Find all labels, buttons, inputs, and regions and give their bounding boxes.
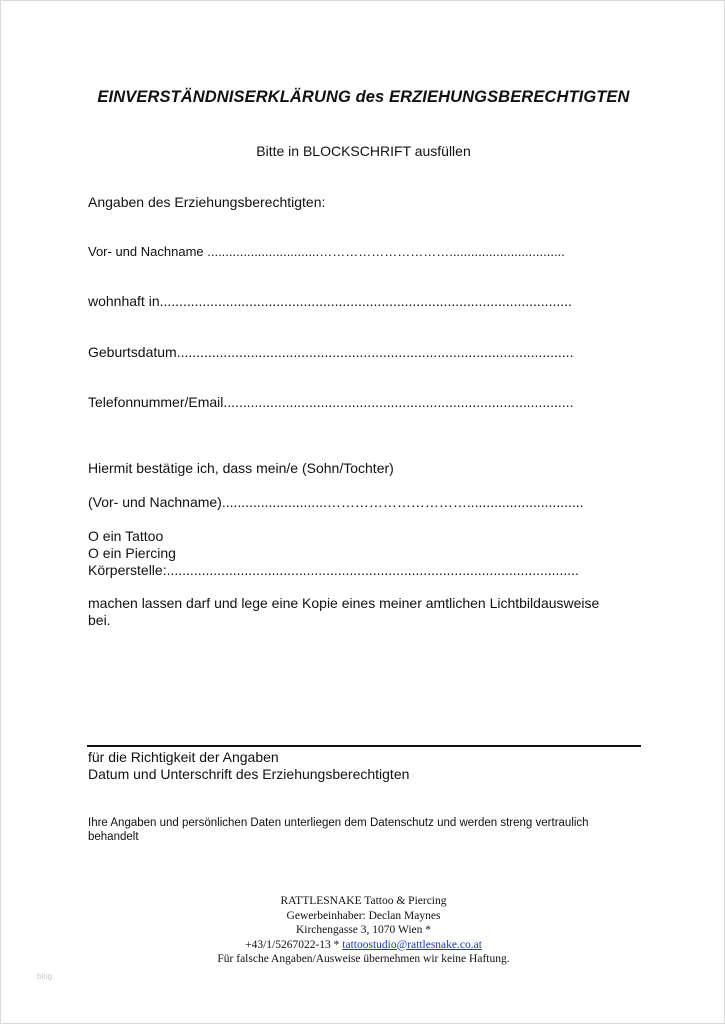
option-tattoo: O ein Tattoo (88, 528, 164, 544)
field-body-part: Körperstelle:.......................................................................................................... (88, 562, 579, 578)
privacy-note-1: Ihre Angaben und persönlichen Daten unterliegen dem Datenschutz und werden streng vertraulich (88, 817, 589, 829)
privacy-note-2: behandelt (88, 831, 139, 843)
footer-studio: RATTLESNAKE Tattoo & Piercing (280, 895, 447, 907)
option-piercing: O ein Piercing (88, 545, 176, 561)
signature-line (87, 745, 641, 747)
signature-label-2: Datum und Unterschrift des Erziehungsberechtigten (88, 766, 410, 782)
footer-phone: +43/1/5267022-13 * (245, 938, 343, 951)
document-subtitle: Bitte in BLOCKSCHRIFT ausfüllen (256, 143, 471, 159)
footer-email-link[interactable]: tattoostudio@rattlesnake.co.at (342, 938, 482, 951)
footer-contact (1, 938, 725, 953)
footer-owner: Gewerbeinhaber: Declan Maynes (286, 909, 441, 922)
field-parent-name: Vor- und Nachname ...............................…………………………................................ (88, 244, 565, 259)
footer (1, 894, 725, 967)
consent-line-1: machen lassen darf und lege eine Kopie eines meiner amtlichen Lichtbildausweise (88, 595, 600, 611)
consent-line-2: bei. (88, 612, 111, 628)
field-birthdate: Geburtsdatum...................................................................................................... (88, 344, 574, 360)
signature-label-1: für die Richtigkeit der Angaben (88, 749, 279, 765)
field-contact: Telefonnummer/Email.......................................................................................... (88, 394, 574, 410)
confirm-line: Hiermit bestätige ich, dass mein/e (Sohn/Tochter) (88, 460, 394, 476)
field-address: wohnhaft in.......................................................................................................... (88, 293, 572, 309)
document-title: EINVERSTÄNDNISERKLÄRUNG des ERZIEHUNGSBERECHTIGTEN (97, 88, 630, 106)
field-child-name: (Vor- und Nachname)...........................………………………….............................. (88, 494, 584, 510)
watermark: blog (37, 972, 53, 981)
footer-disclaimer: Für falsche Angaben/Ausweise übernehmen wir keine Haftung. (217, 953, 510, 965)
section-heading: Angaben des Erziehungsberechtigten: (88, 194, 326, 210)
footer-address: Kirchengasse 3, 1070 Wien * (295, 924, 432, 936)
